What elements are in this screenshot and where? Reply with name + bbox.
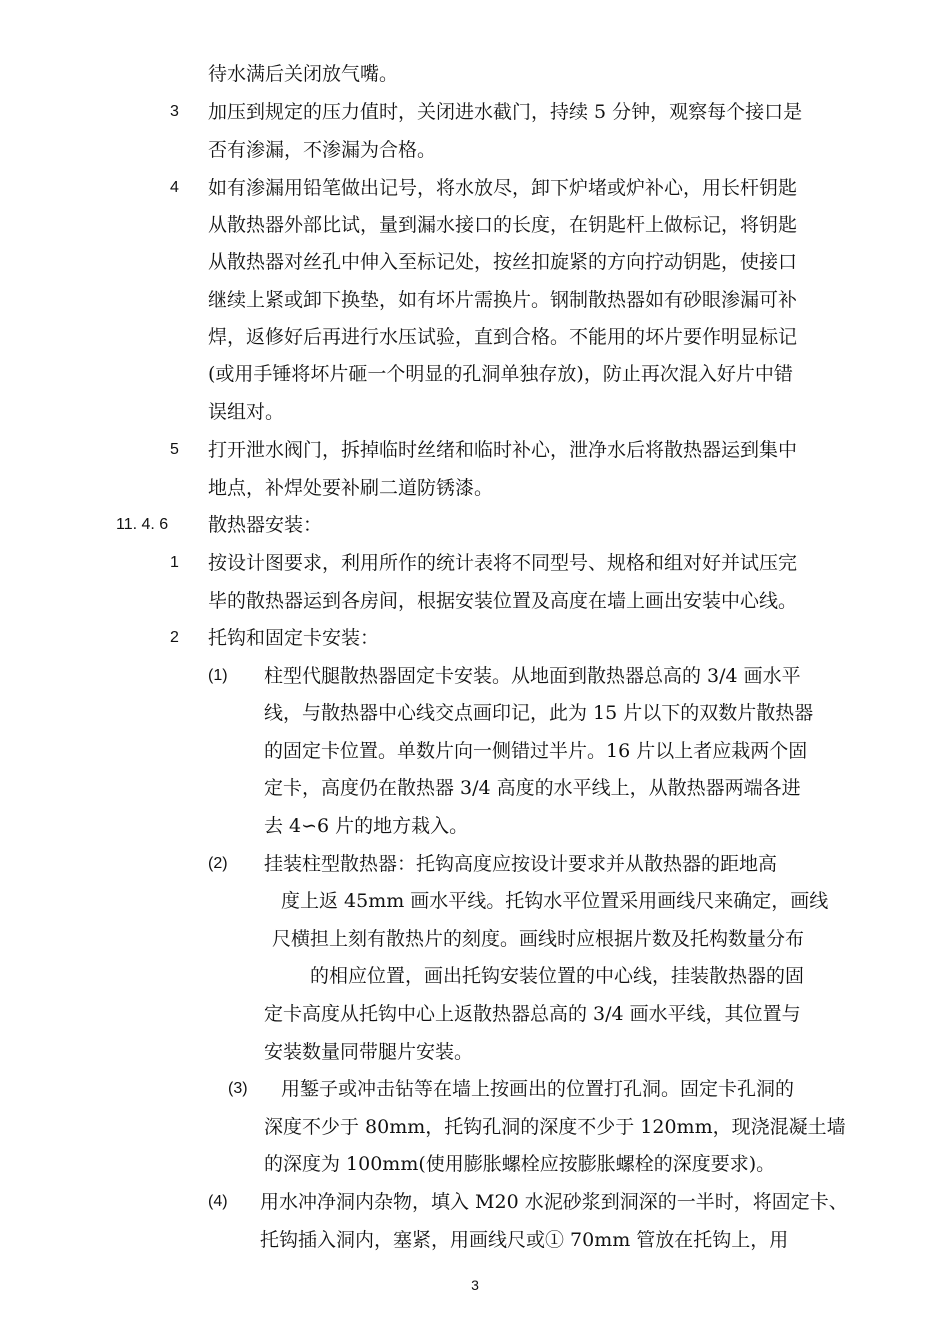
item-number: 4 xyxy=(170,179,179,196)
page-number: 3 xyxy=(471,1277,479,1293)
text-line: 度上返 45mm 画水平线。托钩水平位置采用画线尺来确定，画线 xyxy=(281,890,829,912)
subitem-number: (2) xyxy=(208,855,228,872)
text-line: 按设计图要求，利用所作的统计表将不同型号、规格和组对好并试压完 xyxy=(208,552,798,574)
text-line: 焊，返修好后再进行水压试验，直到合格。不能用的坏片要作明显标记 xyxy=(208,326,798,348)
subitem-number: (1) xyxy=(208,667,228,684)
text-line: 深度不少于 80mm，托钩孔洞的深度不少于 120mm，现浇混凝土墙 xyxy=(264,1116,846,1138)
text-line: 定卡高度从托钩中心上返散热器总高的 3/4 画水平线，其位置与 xyxy=(264,1003,801,1025)
item-number: 5 xyxy=(170,441,179,458)
text-line: 加压到规定的压力值时，关闭进水截门，持续 5 分钟，观察每个接口是 xyxy=(208,101,803,123)
item-number: 2 xyxy=(170,629,179,646)
text-line: 从散热器外部比试，量到漏水接口的长度，在钥匙杆上做标记，将钥匙 xyxy=(208,214,798,236)
text-line: 线，与散热器中心线交点画印记，此为 15 片以下的双数片散热器 xyxy=(264,702,814,724)
text-line: 误组对。 xyxy=(208,401,285,423)
text-line: 否有渗漏，不渗漏为合格。 xyxy=(208,139,437,161)
text-line: 继续上紧或卸下换垫，如有坏片需换片。钢制散热器如有砂眼渗漏可补 xyxy=(208,289,798,311)
item-number: 3 xyxy=(170,103,179,120)
text-line: 的相应位置，画出托钩安装位置的中心线，挂装散热器的固 xyxy=(310,965,805,987)
text-line: 待水满后关闭放气嘴。 xyxy=(208,63,399,85)
text-line: 打开泄水阀门，拆掉临时丝绪和临时补心，泄净水后将散热器运到集中 xyxy=(208,439,798,461)
text-line: 安装数量同带腿片安装。 xyxy=(264,1041,474,1063)
text-line: 毕的散热器运到各房间，根据安装位置及高度在墙上画出安装中心线。 xyxy=(208,590,798,612)
section-number: 11. 4. 6 xyxy=(116,516,169,533)
subitem-number: (4) xyxy=(208,1193,228,1210)
text-line: 的深度为 100mm(使用膨胀螺栓应按膨胀螺栓的深度要求)。 xyxy=(264,1153,776,1175)
text-line: 如有渗漏用铅笔做出记号，将水放尽，卸下炉堵或炉补心，用长杆钥匙 xyxy=(208,177,798,199)
text-line: 从散热器对丝孔中伸入至标记处，按丝扣旋紧的方向拧动钥匙，使接口 xyxy=(208,251,798,273)
section-heading: 散热器安装： xyxy=(208,514,323,536)
text-line: 的固定卡位置。单数片向一侧错过半片。16 片以上者应栽两个固 xyxy=(264,740,808,762)
text-line: (或用手锤将坏片砸一个明显的孔洞单独存放)，防止再次混入好片中错 xyxy=(208,363,793,385)
text-line: 地点，补焊处要补刷二道防锈漆。 xyxy=(208,477,494,499)
text-line: 用錾子或冲击钻等在墙上按画出的位置打孔洞。固定卡孔洞的 xyxy=(281,1078,795,1100)
text-line: 托钩插入洞内，塞紧，用画线尺或① 70mm 管放在托钩上，用 xyxy=(260,1229,789,1251)
text-line: 挂装柱型散热器：托钩高度应按设计要求并从散热器的距地高 xyxy=(264,853,778,875)
text-line: 尺横担上刻有散热片的刻度。画线时应根据片数及托构数量分布 xyxy=(272,928,805,950)
subitem-number: (3) xyxy=(228,1080,248,1097)
text-line: 用水冲净洞内杂物，填入 M20 水泥砂浆到洞深的一半时，将固定卡、 xyxy=(260,1191,848,1213)
text-line: 去 4∽6 片的地方栽入。 xyxy=(264,815,469,837)
text-line: 柱型代腿散热器固定卡安装。从地面到散热器总高的 3/4 画水平 xyxy=(264,665,801,687)
text-line: 托钩和固定卡安装： xyxy=(208,627,380,649)
item-number: 1 xyxy=(170,554,179,571)
text-line: 定卡，高度仍在散热器 3/4 高度的水平线上，从散热器两端各进 xyxy=(264,777,801,799)
